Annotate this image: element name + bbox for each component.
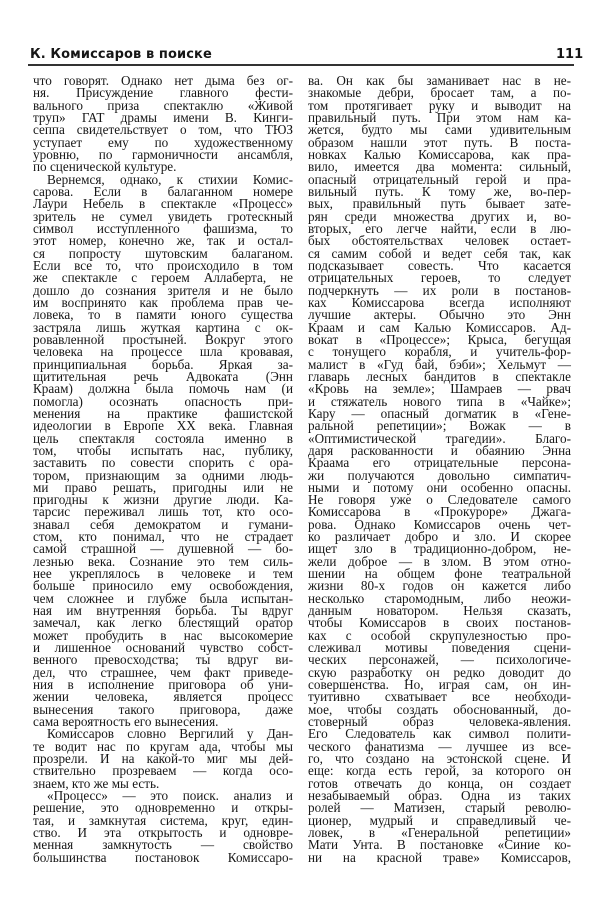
text-line: может пробудить в нас высокомерие	[33, 627, 293, 643]
text-line: пригодны к жизни другие люди. Ка-	[33, 492, 293, 508]
paragraph	[33, 728, 293, 790]
text-line: идеологии в Европе XX века. Главная	[33, 418, 293, 434]
text-line: вокат в «Процессе»; Крыса, бегущая	[308, 331, 571, 347]
text-line: замечал, как легко блестящий оратор	[33, 615, 293, 631]
text-line: ко различает добро и зло. И скорее	[308, 529, 571, 545]
text-column-right	[308, 75, 571, 864]
text-line: шении на общем фоне театральной	[308, 566, 571, 582]
text-line: главарь лесных бандитов в спектакле	[308, 368, 571, 384]
text-line: стом, кто понимал, что не страдает	[33, 529, 293, 545]
text-line: ва. Он как бы заманивает нас в не-	[308, 73, 571, 88]
text-line: ствительно прозреваем — когда осо-	[33, 763, 293, 779]
text-line: им воспринято как проблема прав че-	[33, 294, 293, 310]
text-line: нее укреплялось в человеке и тем	[33, 566, 293, 582]
text-line: сама вероятность его вынесения.	[33, 714, 219, 730]
text-line: ни на красной траве» Комиссаров,	[308, 849, 571, 865]
text-line: те водит нас по кругам ада, чтобы мы	[33, 738, 293, 754]
text-line: рова. Однако Комиссаров очень чет-	[308, 516, 571, 532]
text-line: и лишенное оснований чувство собст-	[33, 640, 293, 656]
paragraph	[33, 790, 293, 864]
text-line: чем сложнее и глубже была испытан-	[33, 590, 293, 606]
text-line: совершенства. Но, играя сам, он ин-	[308, 677, 571, 693]
paragraph	[308, 75, 571, 864]
text-line: вального приза спектаклю «Живой	[33, 97, 293, 113]
text-line: том, чтобы испытать нас, публику,	[33, 442, 293, 458]
text-line: го, что создано на эстонской сцене. И	[308, 751, 571, 767]
text-line: венного превосходства; ты вдруг ви-	[33, 652, 293, 668]
text-line: ми право решать, пригодны или не	[33, 479, 293, 495]
text-line: малист в «Гуд бай, бэби»; Хельмут —	[308, 356, 571, 372]
text-line: данным новатором. Нельзя сказать,	[308, 603, 571, 619]
text-line: Мати Унта. В постановке «Синие ко-	[308, 837, 571, 853]
text-line: ловека, то в памяти юного существа	[33, 307, 293, 323]
text-line: же спектакле с героем Аллаберта, не	[33, 270, 293, 286]
text-line: большинства постановок Комиссаро-	[33, 849, 293, 865]
text-line: труп» ГАТ драмы имени В. Кинги-	[33, 109, 293, 125]
text-line: вильный путь. К тому же, во-пер-	[308, 183, 571, 199]
text-line: тором, признающим за одними людь-	[33, 467, 293, 483]
text-line: ная им внутренняя борьба. Ты вдруг	[33, 603, 293, 619]
text-line: менения на практике фашистской	[33, 405, 293, 421]
text-line: ролей — Матизен, старый револю-	[308, 800, 571, 816]
text-line: Вернемся, однако, к стихии Комис-	[47, 171, 293, 187]
text-line: щитительная речь Адвоката (Энн	[33, 368, 293, 384]
text-line: Комиссарова в «Прокуроре» Джага-	[308, 504, 571, 520]
text-line: знаем, кто же мы есть.	[33, 775, 160, 791]
text-line: скую разработку он редко доводит до	[308, 664, 571, 680]
text-line: ными и потому они особенно опасны.	[308, 479, 571, 495]
text-line: прозрели. И на какой-то миг мы дей-	[33, 751, 293, 767]
paragraph	[33, 171, 293, 730]
text-line: вило, имеется два момента: сильный,	[308, 159, 571, 175]
text-line: ральной репетиции»; Вожак — в	[308, 418, 571, 434]
text-line: слеживал мотивы поведения сцени-	[308, 640, 571, 656]
text-line: новках Калью Комиссарова, как пра-	[308, 146, 571, 162]
text-line: застряла лишь жуткая картина с ок-	[33, 319, 293, 335]
text-line: стоверный образ человека-явления.	[308, 714, 571, 730]
text-line: несколько старомодным, либо неожи-	[308, 590, 571, 606]
text-line: ния в исполнение приговора об уни-	[33, 677, 293, 693]
text-line: готов отвечать до конца, он создает	[308, 775, 571, 791]
text-line: том протягивает руку и выводит на	[308, 97, 571, 113]
text-line: дел, что страшнее, чем факт приведе-	[33, 664, 293, 680]
text-line: ках с особой скрупулезностью про-	[308, 627, 571, 643]
text-line: вых, правильный путь бывает зате-	[308, 196, 571, 212]
text-line: Не говоря уже о Следователе самого	[308, 492, 571, 508]
paragraph	[33, 75, 293, 174]
text-line: по сценической культуре.	[33, 159, 177, 175]
text-line: ство. И эта открытость и одновре-	[33, 825, 293, 841]
text-line: Краам и сам Калью Комиссаров. Ад-	[308, 319, 571, 335]
text-line: больше приносило ему освобождения,	[33, 578, 293, 594]
header-rule	[28, 64, 574, 66]
text-line: вынесения такого приговора, даже	[33, 701, 293, 717]
text-line: Краам) должна была помочь нам (и	[33, 381, 293, 397]
text-line: жется, будто мы сами удивительным	[308, 122, 571, 138]
text-line: сеппа свидетельствует о том, что ТЮЗ	[33, 122, 293, 138]
text-line: незабываемый образ. Одна из таких	[308, 788, 571, 804]
text-line: тарсис переживал лишь тот, кто осо-	[33, 504, 293, 520]
text-line: Кару — опасный догматик в «Гене-	[308, 405, 571, 421]
text-line: ся самим собой и ведет себя так, как	[308, 245, 571, 261]
running-header-title: К. Комиссаров в поиске	[30, 47, 212, 62]
text-line: «Кровь на земле»; Шамраев — рвач	[308, 381, 571, 397]
text-line: с тонущего корабля, и учитель-фор-	[308, 344, 571, 360]
text-line: ках Комиссарова всегда исполняют	[308, 294, 571, 310]
text-line: заставить по совести спорить с ора-	[33, 455, 293, 471]
text-line: ционер, мудрый и справедливый че-	[308, 812, 571, 828]
text-line: «Процесс» — это поиск. анализ и	[47, 788, 293, 804]
text-line: менная замкнутость — свойство	[33, 837, 293, 853]
text-line: вторых, его легче найти, если в лю-	[308, 220, 571, 236]
text-line: ловек, в «Генеральной репетиции»	[308, 825, 571, 841]
text-line: чтобы Комиссаров в своих постанов-	[308, 615, 571, 631]
text-line: туитивно схватывает все необходи-	[308, 689, 571, 705]
text-line: жи получаются довольно симпатич-	[308, 467, 571, 483]
text-line: жели доброе — в злом. В этом отно-	[308, 553, 571, 569]
text-line: знавал себя демократом и гумани-	[33, 516, 293, 532]
text-line: человека на процессе шла кровавая,	[33, 344, 293, 360]
text-line: образом нашли этот путь. В поста-	[308, 134, 571, 150]
text-line: ческого фанатизма — лучшее из все-	[308, 738, 571, 754]
text-line: что говорят. Однако нет дыма без ог-	[33, 73, 293, 88]
text-line: ищет зло в традиционно-добром, не-	[308, 541, 571, 557]
text-line: цель спектакля состояла именно в	[33, 430, 293, 446]
text-line: сарова. Если в балаганном номере	[33, 183, 293, 199]
page-number: 111	[556, 47, 584, 62]
text-line: и стяжатель нового типа в «Чайке»;	[308, 393, 571, 409]
text-line: принципиальная борьба. Яркая за-	[33, 356, 293, 372]
text-line: Его Следователь как символ полити-	[308, 726, 571, 742]
text-line: жизни 80-х годов он кажется либо	[308, 578, 571, 594]
text-line: жении человека, является процесс	[33, 689, 293, 705]
text-line: правильный путь. При этом нам ка-	[308, 109, 571, 125]
text-column-left	[33, 75, 293, 864]
text-line: опасный отрицательный герой и пра-	[308, 171, 571, 187]
text-line: Лаури Небель в спектакле «Процесс»	[33, 196, 293, 212]
text-line: дошло до сознания зрителя и не было	[33, 282, 293, 298]
text-line: еще: когда есть герой, за которого он	[308, 763, 571, 779]
text-line: уступает ему по художественному	[33, 134, 293, 150]
text-line: ня. Присуждение главного фести-	[33, 85, 293, 101]
text-line: даря раскованности и обаянию Энна	[308, 442, 571, 458]
text-line: подсказывает совесть. Что касается	[308, 257, 571, 273]
text-line: рян среди множества других и, во-	[308, 208, 571, 224]
text-line: уровню, по гармоничности ансамбля,	[33, 146, 293, 162]
text-line: подчеркнуть — их роли в постанов-	[308, 282, 571, 298]
text-line: «Оптимистической трагедии». Благо-	[308, 430, 571, 446]
text-line: мое, чтобы создать обоснованный, до-	[308, 701, 571, 717]
text-line: этот номер, конечно же, так и остал-	[33, 233, 293, 249]
text-line: решение, это одновременно и откры-	[33, 800, 293, 816]
text-line: Комиссаров словно Вергилий у Дан-	[47, 726, 293, 742]
text-line: отрицательных героев, то следует	[308, 270, 571, 286]
text-line: ческих персонажей, — психологиче-	[308, 652, 571, 668]
text-line: Краама его отрицательные персона-	[308, 455, 571, 471]
text-line: символ исступленного фашизма, то	[33, 220, 293, 236]
text-line: зритель не сумел увидеть гротескный	[33, 208, 293, 224]
text-line: ся попросту шутовским балаганом.	[33, 245, 293, 261]
text-line: лучшие актеры. Обычно это Энн	[308, 307, 571, 323]
text-line: Если все то, что происходило в том	[33, 257, 293, 273]
text-line: ровавленной простыней. Вокруг этого	[33, 331, 293, 347]
text-line: помогла) осознать опасность при-	[33, 393, 293, 409]
text-line: бых обстоятельствах человек остает-	[308, 233, 571, 249]
text-line: лезнью века. Сознание это тем силь-	[33, 553, 293, 569]
text-line: самой страшной — душевной — бо-	[33, 541, 293, 557]
text-line: тая, и замкнутая система, круг, един-	[33, 812, 293, 828]
text-line: знакомые дебри, бросает там, а по-	[308, 85, 571, 101]
